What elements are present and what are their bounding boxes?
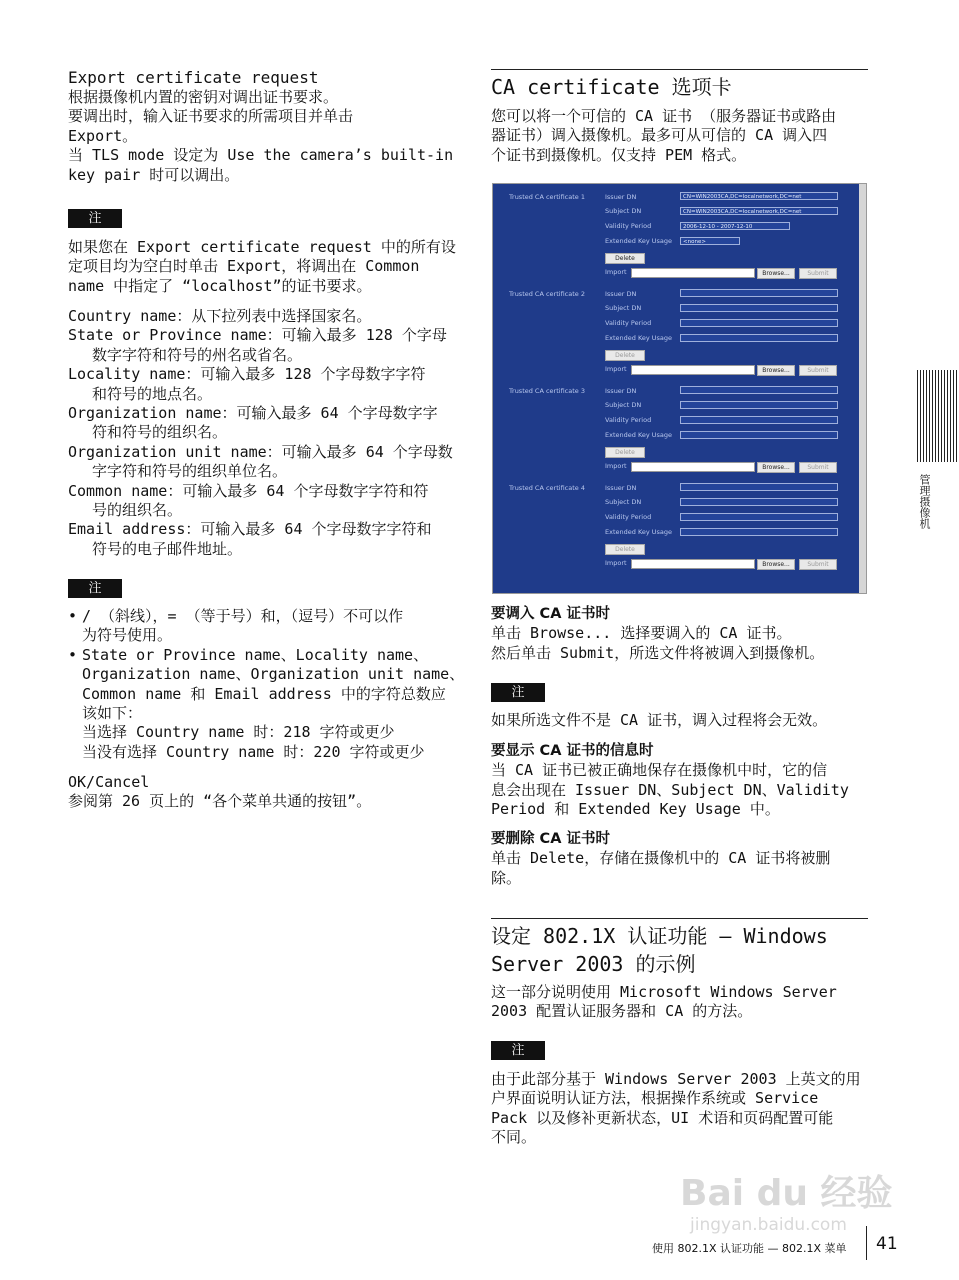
footer-text: 使用 802.1X 认证功能 — 802.1X 菜单 xyxy=(652,1242,847,1255)
note-badge: 注 xyxy=(491,1041,545,1060)
note4-text: 由于此部分基于 Windows Server 2003 上英文的用 户界面说明认证方法，根据操作系统或 Service Pack 以及修补更新状态，UI 术语和页码配置可能 不同。 xyxy=(491,1070,861,1147)
delete-button[interactable]: Delete xyxy=(605,544,645,555)
footer-divider xyxy=(866,1226,867,1260)
note-line: name 中指定了 “localhost”的证书要求。 xyxy=(68,276,372,295)
issuer-field xyxy=(680,289,838,297)
note-badge: 注 xyxy=(491,683,545,702)
display-title: 要显示 CA 证书的信息时 xyxy=(491,743,654,759)
bullet-item: • / （斜线），= （等于号）和，（逗号）不可以作 为符号使用。 xyxy=(68,607,464,646)
export-line: key pair 时可以调出。 xyxy=(68,165,240,184)
note3-text: 如果所选文件不是 CA 证书，调入过程将会无效。 xyxy=(491,711,828,729)
delete-button[interactable]: Delete xyxy=(605,253,645,264)
scrollbar xyxy=(859,184,866,593)
validity-field xyxy=(680,319,838,327)
issuer-field xyxy=(680,386,838,394)
submit-button[interactable]: Submit xyxy=(799,268,837,279)
issuer-field: CN=WIN2003CA,DC=localnetwork,DC=net xyxy=(680,192,838,200)
field-item-cont: 字字符和符号的组织单位名。 xyxy=(92,462,288,481)
validity-field xyxy=(680,513,838,521)
ok-cancel-line: 参阅第 26 页上的 “各个菜单共通的按钮”。 xyxy=(68,792,372,811)
import-section: 要调入 CA 证书时 单击 Browse... 选择要调入的 CA 证书。 然后单击 Submit，所选文件将被调入到摄像机。 xyxy=(491,606,825,662)
export-line: Export。 xyxy=(68,126,138,145)
field-item-cont: 号的组织名。 xyxy=(92,501,183,520)
browse-button[interactable]: Browse... xyxy=(757,365,795,376)
import-title: 要调入 CA 证书时 xyxy=(491,606,610,622)
setup-intro: 这一部分说明使用 Microsoft Windows Server 2003 配置认证服务器和 CA 的方法。 xyxy=(491,983,837,1021)
ok-cancel-title: OK/Cancel xyxy=(68,773,150,791)
side-tab-stripes xyxy=(917,370,959,462)
browse-button[interactable]: Browse... xyxy=(757,268,795,279)
side-tab-label: 管理摄像机 xyxy=(918,474,931,529)
ca-intro: 您可以将一个可信的 CA 证书 （服务器证书或路由 器证书）调入摄像机。最多可从可信的 CA 调入四 个证书到摄像机。仅支持 PEM 格式。 xyxy=(491,107,837,164)
export-line: 要调出时，输入证书要求的所需项目并单击 xyxy=(68,107,354,126)
left-column xyxy=(68,68,453,185)
cert-block-3: Trusted CA certificate 3 Issuer DN Subject DN Validity Period Extended Key Usage Delete Import Browse... Submit xyxy=(493,378,853,475)
note-badge: 注 xyxy=(68,579,122,598)
validity-field xyxy=(680,416,838,424)
eku-field xyxy=(680,528,838,536)
field-item-cont: 数字字符和符号的州名或省名。 xyxy=(92,345,303,364)
delete-button[interactable]: Delete xyxy=(605,447,645,458)
subject-field xyxy=(680,498,838,506)
field-item: Organization unit name：可输入最多 64 个字母数 xyxy=(68,442,453,461)
submit-button[interactable]: Submit xyxy=(799,559,837,570)
note2-bullets xyxy=(68,607,464,762)
subject-field xyxy=(680,401,838,409)
cert-block-4: Trusted CA certificate 4 Issuer DN Subject DN Validity Period Extended Key Usage Delete Import Browse... Submit xyxy=(493,475,853,572)
field-item: Common name：可输入最多 64 个字母数字字符和符 xyxy=(68,481,429,500)
watermark-logo: Bai du 经验 xyxy=(680,1173,893,1214)
delete-title: 要删除 CA 证书时 xyxy=(491,831,610,847)
bullet-item: • State or Province name、Locality name、 Organization name、Organization unit name、 Common name 和 Email address 中的字符总数应 该如下： 当选择 Country name 时：218 字符或更少 当没有选择 Country name 时：220 字符或更少 xyxy=(68,646,464,762)
note-badge: 注 xyxy=(68,209,122,228)
field-item-cont: 符号的电子邮件地址。 xyxy=(92,539,243,558)
eku-field: <none> xyxy=(680,237,740,245)
page-number: 41 xyxy=(876,1234,898,1254)
export-title: Export certificate request xyxy=(68,68,319,87)
note-line: 定项目均为空白时单击 Export，将调出在 Common xyxy=(68,257,420,276)
delete-section: 要删除 CA 证书时 单击 Delete，存储在摄像机中的 CA 证书将被删 除。 xyxy=(491,831,831,887)
delete-button[interactable]: Delete xyxy=(605,350,645,361)
eku-field xyxy=(680,334,838,342)
submit-button[interactable]: Submit xyxy=(799,365,837,376)
field-item: Organization name：可输入最多 64 个字母数字字 xyxy=(68,404,438,423)
setup-heading: 设定 802.1X 认证功能 — Windows Server 2003 的示例 xyxy=(491,924,828,976)
import-file-input[interactable] xyxy=(631,365,755,375)
section-rule xyxy=(491,69,868,70)
eku-field xyxy=(680,431,838,439)
ca-certificate-screenshot xyxy=(492,183,867,594)
import-file-input[interactable] xyxy=(631,559,755,569)
field-list xyxy=(68,307,453,559)
field-item: State or Province name：可输入最多 128 个字母 xyxy=(68,326,447,345)
ok-cancel-section xyxy=(68,773,371,812)
note-line: 如果您在 Export certificate request 中的所有设 xyxy=(68,238,456,256)
export-line: 根据摄像机内置的密钥对调出证书要求。 xyxy=(68,88,339,106)
import-file-input[interactable] xyxy=(631,268,755,278)
submit-button[interactable]: Submit xyxy=(799,462,837,473)
field-item: Locality name：可输入最多 128 个字母数字字符 xyxy=(68,365,426,384)
validity-field: 2006-12-10 - 2007-12-10 xyxy=(680,222,790,230)
issuer-field xyxy=(680,483,838,491)
watermark-url: jingyan.baidu.com xyxy=(690,1215,847,1235)
ca-heading: CA certificate 选项卡 xyxy=(491,75,732,99)
subject-field: CN=WIN2003CA,DC=localnetwork,DC=net xyxy=(680,207,838,215)
field-item: Email address：可输入最多 64 个字母数字字符和 xyxy=(68,520,432,539)
browse-button[interactable]: Browse... xyxy=(757,462,795,473)
field-item-cont: 符和符号的组织名。 xyxy=(92,423,228,442)
section-rule xyxy=(491,918,868,919)
display-section: 要显示 CA 证书的信息时 当 CA 证书已被正确地保存在摄像机中时，它的信 息会出现在 Issuer DN、Subject DN、Validity Period 和 Extended Key Usage 中。 xyxy=(491,743,849,819)
browse-button[interactable]: Browse... xyxy=(757,559,795,570)
export-line: 当 TLS mode 设定为 Use the camera’s built-in xyxy=(68,146,454,165)
cert-block-1: Trusted CA certificate 1 Issuer DN CN=WIN2003CA,DC=localnetwork,DC=net Subject DN CN=WIN2003CA,DC=localnetwork,DC=net Validity Period 2006-12-10 - 2007-12-10 Extended Key Usage <none> Delete Import Browse... Submit xyxy=(493,184,853,281)
import-file-input[interactable] xyxy=(631,462,755,472)
note1-text xyxy=(68,238,456,296)
cert-block-2: Trusted CA certificate 2 Issuer DN Subject DN Validity Period Extended Key Usage Delete Import Browse... Submit xyxy=(493,281,853,378)
field-item: Country name：从下拉列表中选择国家名。 xyxy=(68,307,372,325)
subject-field xyxy=(680,304,838,312)
field-item-cont: 和符号的地点名。 xyxy=(92,384,213,403)
